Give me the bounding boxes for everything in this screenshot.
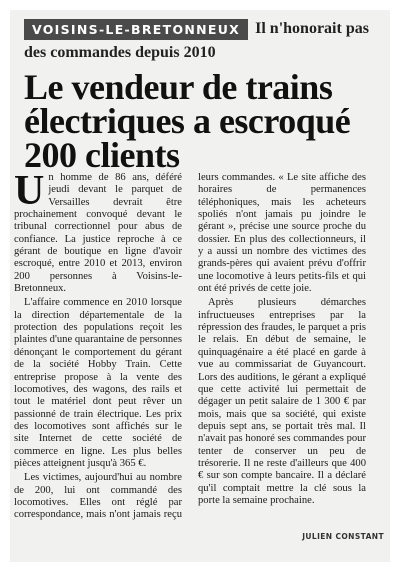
kicker-row — [24, 16, 376, 42]
locality-tag: VOISINS-LE-BRETONNEUX — [24, 19, 248, 40]
paragraph-4: Après plusieurs démarches infructueuses entreprises par la répression des fraudes, le parquet a pris le relais. En début de semaine, le quinquagénaire a été placé en garde à vue au commissariat de Guyancourt. Lors des auditions, le gérant a expliqué que cette activité lui permettait de dégager un petit salaire de 1 300 € par mois, mais que sa société, qui existe depuis sept ans, se portait très mal. Il n'avait pas honoré ses commandes pour tenter de conserver un peu de trésorerie. Il ne reste d'ailleurs que 400 € sur son compte bancaire. Il a déclaré qu'il comptait mettre la clé sous la porte la semaine prochaine. — [198, 297, 366, 506]
kicker-line-2: des commandes depuis 2010 — [24, 44, 216, 61]
kicker-line-1: Il n'honorait pas — [255, 20, 369, 37]
article-body — [14, 168, 366, 528]
paragraph-1-text: n homme de 86 ans, déféré jeudi devant le parquet de Versailles devrait être prochainement convoqué devant le tribunal correctionnel pour abus de confiance. La justice reproche à ce gérant de boutique en ligne d'avoir escroqué, entre 2010 et 2013, environ 200 personnes à Voisins-le-Bretonneux. — [14, 172, 182, 295]
drop-cap: U — [14, 168, 45, 214]
headline: Le vendeur de trains électriques a escroqué 200 clients — [24, 67, 351, 175]
paragraph-2: L'affaire commence en 2010 lorsque la direction départementale de la protection des populations reçoit les plaintes d'une quarantaine de personnes dénonçant le comportement du gérant de la société Hobby Train. Cette entreprise propose à la vente des locomotives, des wagons, des rails et tout le matériel dont peut rêver un passionné de train électrique. Les prix des locomotives sont affichés sur le site Internet de cette société de commerce en ligne. Les plus belles pièces atteignent jusqu'à 365 €. — [14, 297, 182, 469]
paragraph-1 — [14, 168, 182, 295]
byline: JULIEN CONSTANT — [302, 532, 384, 541]
paragraph-3: Les victimes, aujourd'hui au nombre de 200, lui ont commandé des locomotives. Elles ont réglé par correspondance, mais n'ont jamais reçu leurs commandes. « Le site affiche des horaires de permanences téléphoniques, mais les acheteurs spoliés n'ont jamais pu joindre le gérant », précise une source proche du dossier. En plus des collectionneurs, il y a aussi un nombre des victimes des grands-pères qui avaient prévu d'offrir une locomotive à leurs petits-fils et qui ont été privés de cette joie. — [14, 172, 366, 521]
